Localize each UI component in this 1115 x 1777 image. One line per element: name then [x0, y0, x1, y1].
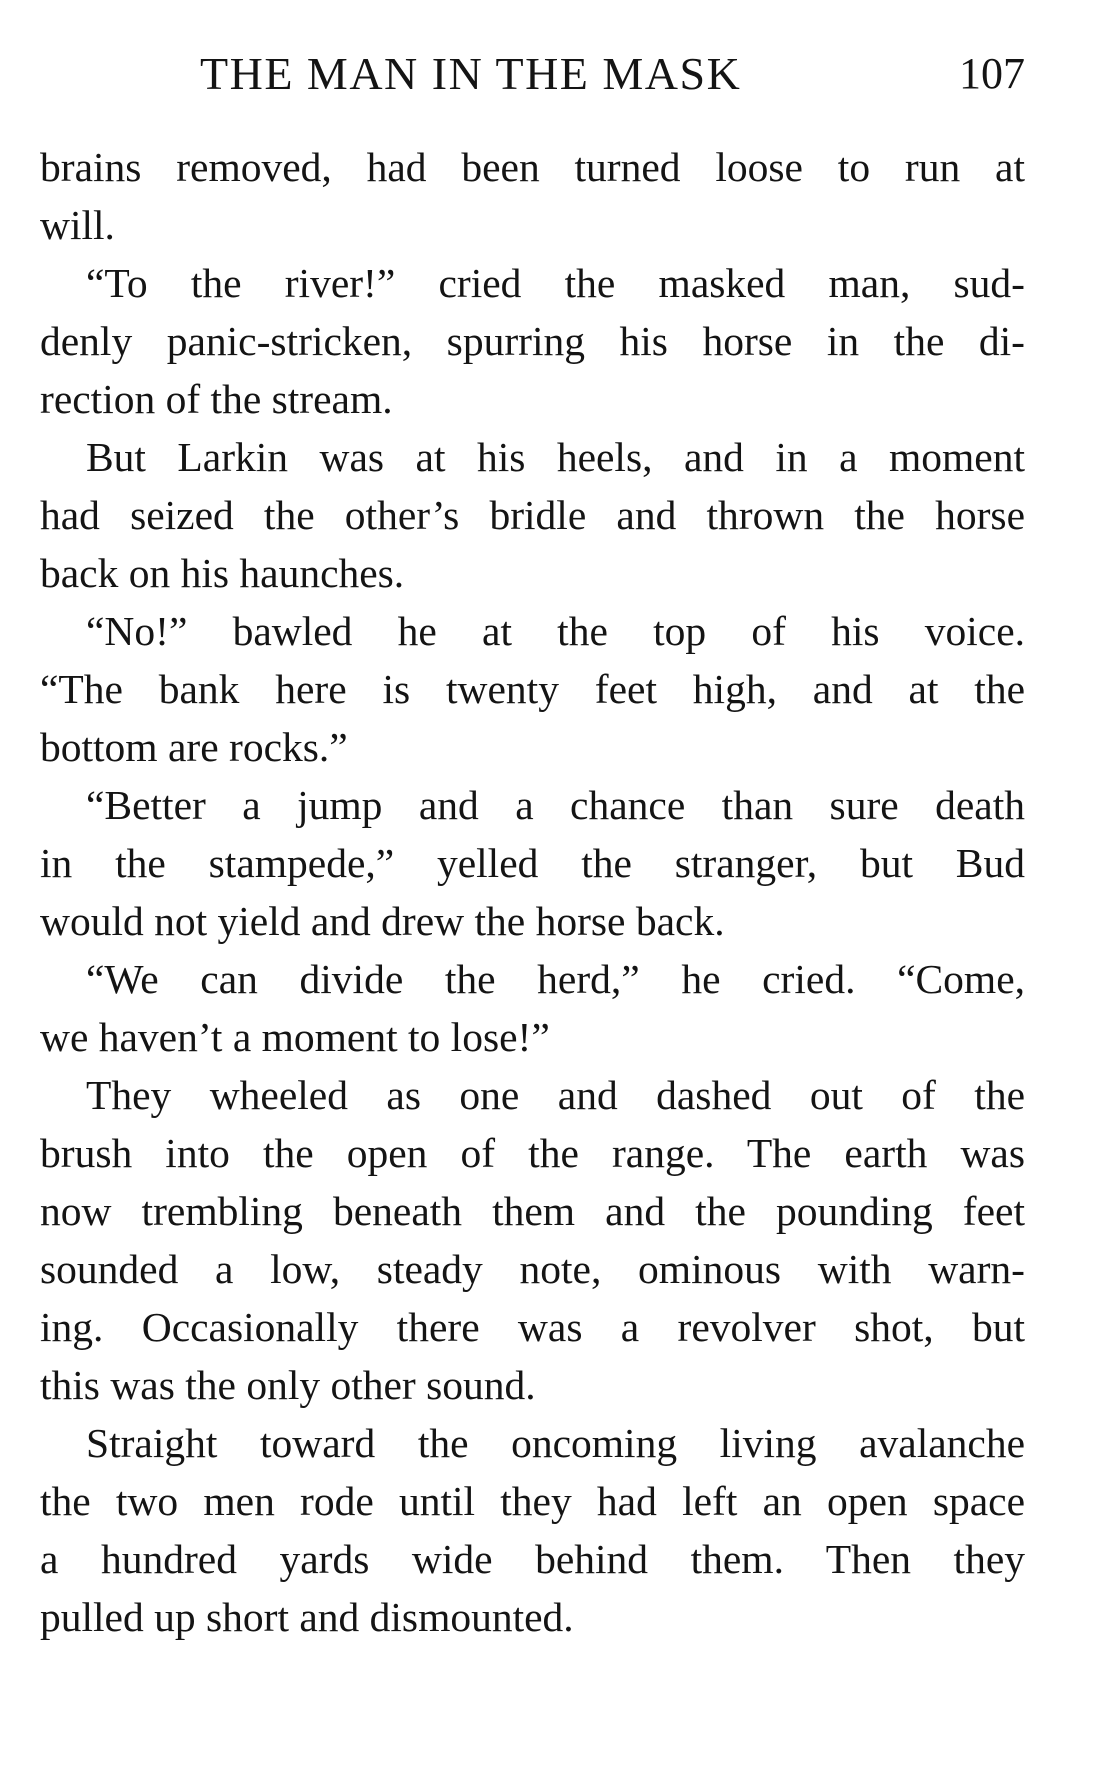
text-line: in the stampede,” yelled the stranger, but Bud	[40, 840, 1025, 886]
text-line: we haven’t a moment to lose!”	[40, 1014, 550, 1060]
text-line: Straight toward the oncoming living avalanche	[86, 1420, 1025, 1466]
page-number: 107	[959, 49, 1025, 98]
text-line: back on his haunches.	[40, 550, 405, 596]
text-line: rection of the stream.	[40, 376, 393, 422]
text-line: the two men rode until they had left an open space	[40, 1478, 1025, 1524]
text-line: would not yield and drew the horse back.	[40, 898, 725, 944]
text-line: brains removed, had been turned loose to run at	[40, 144, 1025, 190]
body-text	[40, 138, 1025, 1646]
text-line: “No!” bawled he at the top of his voice.	[86, 608, 1025, 654]
text-line: a hundred yards wide behind them. Then they	[40, 1536, 1025, 1582]
text-line: brush into the open of the range. The earth was	[40, 1130, 1025, 1176]
text-line: “The bank here is twenty feet high, and at the	[40, 666, 1025, 712]
text-line: now trembling beneath them and the pounding feet	[40, 1188, 1025, 1234]
text-line: “To the river!” cried the masked man, sud-	[86, 260, 1025, 306]
text-line: “Better a jump and a chance than sure death	[86, 782, 1025, 828]
text-line: pulled up short and dismounted.	[40, 1594, 574, 1640]
text-line: “We can divide the herd,” he cried. “Come,	[86, 956, 1025, 1002]
running-head: THE MAN IN THE MASK	[200, 48, 742, 99]
text-line: denly panic-stricken, spurring his horse in the di-	[40, 318, 1025, 364]
text-line: sounded a low, steady note, ominous with warn-	[40, 1246, 1025, 1292]
text-line: this was the only other sound.	[40, 1362, 536, 1408]
text-line: bottom are rocks.”	[40, 724, 348, 770]
text-line: ing. Occasionally there was a revolver shot, but	[40, 1304, 1025, 1350]
text-line: They wheeled as one and dashed out of the	[86, 1072, 1025, 1118]
text-line: But Larkin was at his heels, and in a moment	[86, 434, 1025, 480]
page-header	[40, 44, 1025, 104]
text-line: will.	[40, 202, 115, 248]
text-line: had seized the other’s bridle and thrown the horse	[40, 492, 1025, 538]
